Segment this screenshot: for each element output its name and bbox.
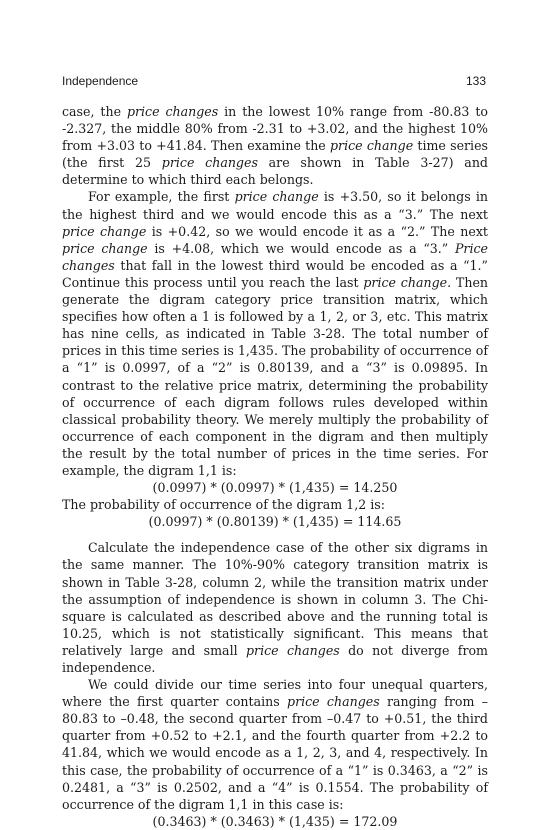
- paragraph: [62, 539, 488, 676]
- text-run: ranging from –80.83 to –0.48, the second quarter from –0.47 to +0.51, the third quarter from +0.52 to +2.1, and the fourth quarter from +2.2 to 41.84, which we would encode as a 1, 2, 3, and 4, respectively. In this case, the probability of occurrence of a “1” is 0.3463, a “2” is 0.2481, a “3” is 0.2502, and a “4” is 0.1554. The probability of occurrence of the digram 1,1 in this case is:: [62, 694, 488, 812]
- equation: [62, 513, 488, 530]
- text-run: We could divide our time series into four unequal quarters, where the first quarter contains: [62, 677, 488, 710]
- text-run: Calculate the independence case of the other six digrams in the same manner. The 10%-90% category transition matrix is shown in Table 3-28, column 2, while the transition matrix under the assumption of independence is shown in column 3. The Chi-square is calculated as described above and the running total is 10.25, which is not statistically significant. This means that relatively large and small: [62, 540, 488, 658]
- italic-term: price changes: [287, 694, 380, 710]
- page-body: [62, 103, 488, 830]
- italic-term: price change.: [363, 274, 452, 290]
- equation: [62, 813, 488, 830]
- text-run: (0.0997) * (0.80139) * (1,435) = 114.65: [148, 514, 402, 530]
- text-run: (0.3463) * (0.3463) * (1,435) = 172.09: [152, 813, 398, 829]
- italic-term: price change: [330, 138, 414, 154]
- text-run: in the lowest 10% range from -80.83 to -2.327, the middle 80% from -2.31 to +3.02, and the highest 10% from +3.03 to +41.84. Then examine the: [62, 104, 488, 154]
- text-run: is +0.42, so we would encode it as a “2.” The next: [146, 223, 488, 239]
- equation: [62, 479, 488, 496]
- text-run: time series (the first 25: [62, 138, 488, 171]
- paragraph: [62, 496, 488, 513]
- italic-term: price change: [234, 189, 319, 205]
- italic-term: price changes: [161, 155, 258, 171]
- text-run: is +4.08, which we would encode as a “3.”: [147, 240, 455, 256]
- paragraph: [62, 676, 488, 813]
- text-run: are shown in Table 3-27) and determine to which third each belongs.: [62, 155, 488, 188]
- italic-term: price changes: [246, 642, 340, 658]
- text-run: For example, the first: [88, 189, 235, 205]
- italic-term: price changes: [126, 104, 219, 119]
- text-run: case, the: [62, 104, 127, 119]
- chapter-title: Independence: [62, 74, 139, 88]
- running-header: [62, 74, 486, 88]
- text-run: Then generate the digram category price transition matrix, which specifies how often a 1 is followed by a 1, 2, or 3, etc. This matrix has nine cells, as indicated in Table 3-28. The total number of prices in this time series is 1,435. The probability of occurrence of a “1” is 0.0997, of a “2” is 0.80139, and a “3” is 0.09895. In contrast to the relative price matrix, determining the probability of occurrence of each digram follows rules developed within classical probability theory. We merely multiply the probability of occurrence of each component in the digram and then multiply the result by the total number of prices in the time series. For example, the digram 1,1 is:: [62, 274, 489, 478]
- italic-term: price change: [62, 223, 147, 239]
- italic-term: price change: [62, 240, 148, 256]
- italic-term: Price changes: [62, 240, 488, 273]
- paragraph: [62, 188, 488, 479]
- text-run: is +3.50, so it belongs in the highest third and we would encode this as a “3.” The next: [62, 189, 488, 222]
- text-run: (0.0997) * (0.0997) * (1,435) = 14.250: [152, 480, 398, 496]
- page-number: 133: [465, 74, 486, 88]
- text-run: do not diverge from independence.: [62, 642, 489, 675]
- paragraph: [62, 103, 488, 188]
- text-run: that fall in the lowest third would be encoded as a “1.” Continue this process until you reach the last: [62, 257, 488, 290]
- text-run: The probability of occurrence of the digram 1,2 is:: [62, 497, 385, 513]
